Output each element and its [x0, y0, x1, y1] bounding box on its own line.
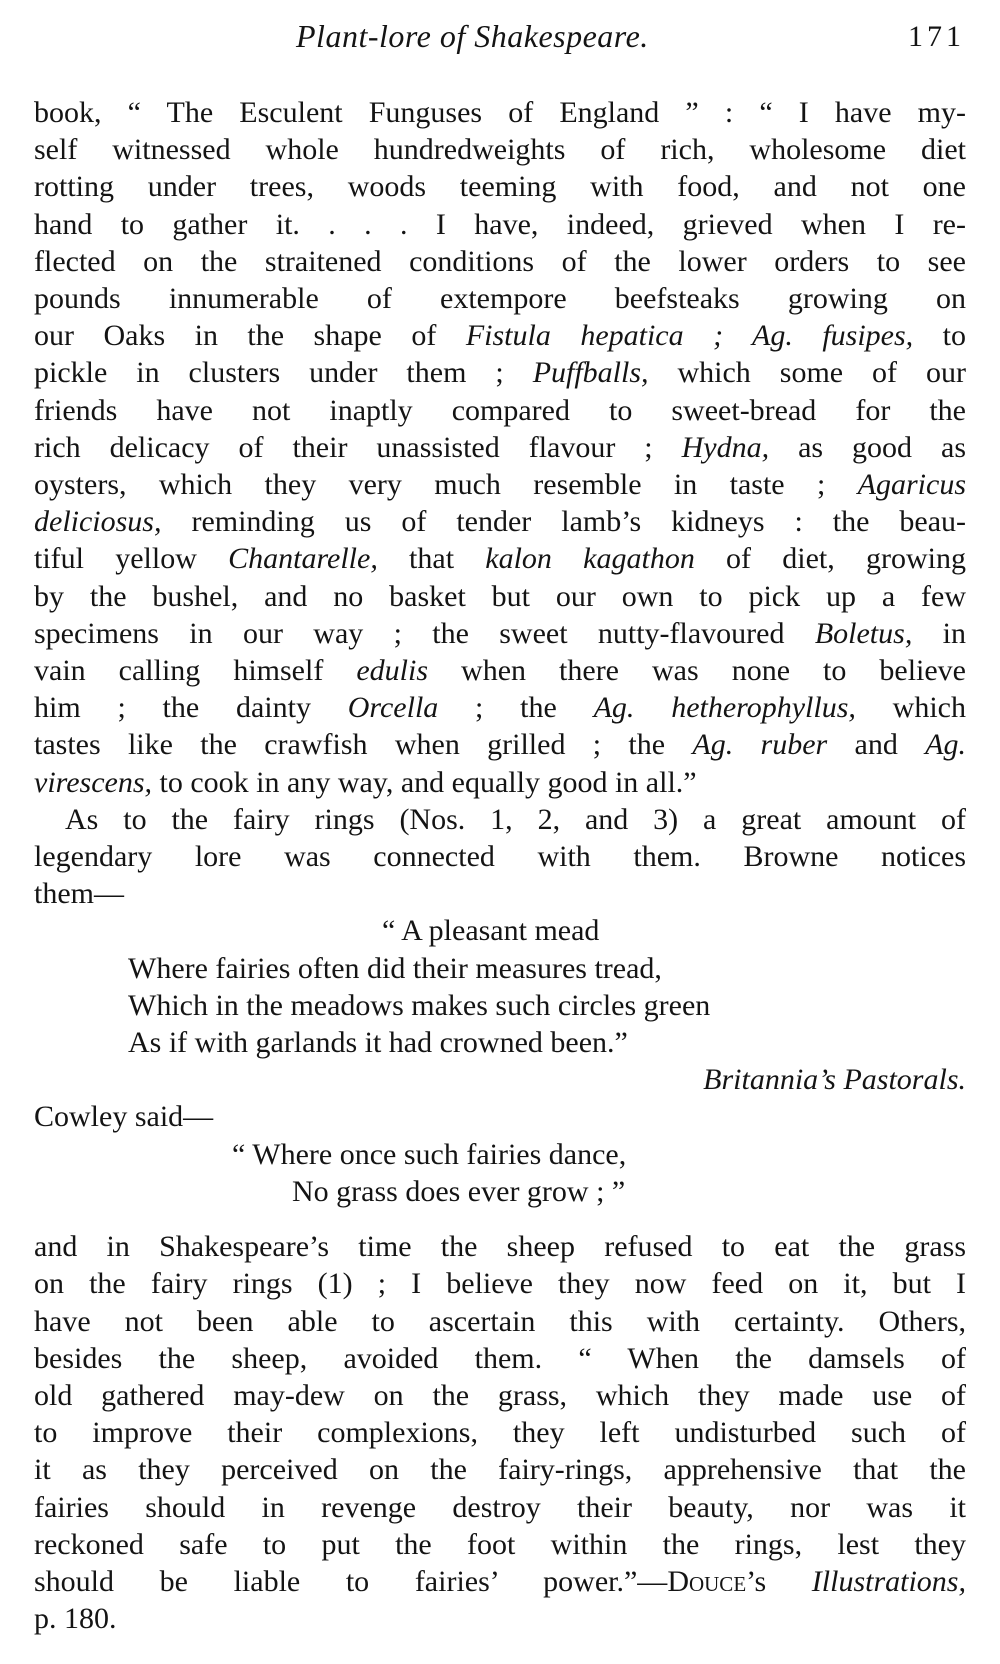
text-run: him ; the dainty — [34, 691, 348, 725]
species-name: Ag. hetherophyllus, — [593, 691, 856, 725]
text-line — [34, 354, 966, 391]
text-run: vain calling himself — [34, 654, 357, 688]
text-line: book, “ The Esculent Funguses of England ” : “ I have my- — [34, 96, 966, 129]
text-run: of diet, growing — [694, 542, 966, 576]
text-line: friends have not inaptly compared to sweet-bread for the — [34, 393, 966, 427]
page-number: 171 — [908, 20, 965, 53]
text-run: to — [913, 319, 966, 353]
species-name: Ag. — [925, 728, 966, 762]
species-name: Agaricus — [857, 468, 966, 502]
species-name: Chantarelle, — [228, 542, 378, 576]
verse-line: No grass does ever grow ; ” — [292, 1174, 626, 1208]
paragraph-sheep — [34, 1228, 966, 1637]
greek-phrase: kalon kagathon — [485, 542, 695, 576]
text-line — [34, 615, 966, 652]
text-line: As to the fairy rings (Nos. 1, 2, and 3) a great amount of — [65, 802, 966, 836]
text-line: to improve their complexions, they left undisturbed such of — [34, 1416, 966, 1450]
species-name: virescens, — [34, 765, 153, 799]
text-run: tiful yellow — [34, 542, 229, 576]
text-run: to cook in any way, and equally good in all.” — [152, 765, 697, 799]
text-run: pickle in clusters under them ; — [34, 356, 533, 390]
species-name: Puffballs, — [532, 356, 649, 390]
verse-quote-browne — [34, 912, 966, 1061]
text-line: self witnessed whole hundredweights of rich, wholesome diet — [34, 133, 966, 167]
text-line — [34, 466, 966, 503]
text-line: flected on the straitened conditions of the lower orders to see — [34, 244, 966, 278]
text-line: legendary lore was connected with them. Browne notices — [34, 840, 966, 874]
text-line — [34, 764, 966, 801]
text-line — [34, 317, 966, 354]
species-name: Orcella — [347, 691, 439, 725]
text-line — [34, 1563, 966, 1600]
paragraph-esculent-funguses — [34, 94, 966, 801]
species-name: Fistula hepatica ; Ag. fusipes, — [465, 319, 914, 353]
text-line — [34, 429, 966, 466]
spacer — [34, 1210, 966, 1228]
text-run: oysters, which they very much resemble in taste ; — [34, 468, 858, 502]
text-run: ’s — [746, 1564, 812, 1598]
verse-line: As if with garlands it had crowned been.” — [128, 1026, 628, 1060]
page-body — [34, 94, 966, 1637]
text-run: specimens in our way ; the sweet nutty-flavoured — [34, 616, 815, 650]
species-name: deliciosus, — [34, 505, 162, 539]
verse-line: Which in the meadows makes such circles green — [128, 988, 711, 1022]
text-run: ; the — [438, 691, 594, 725]
text-line: reckoned safe to put the foot within the rings, lest they — [34, 1527, 966, 1561]
running-title: Plant-lore of Shakespeare. — [296, 18, 649, 54]
species-name: edulis — [356, 654, 429, 688]
author-name: Douce — [667, 1564, 747, 1598]
quote-source: Britannia’s Pastorals. — [703, 1063, 966, 1097]
verse-quote-cowley — [34, 1136, 966, 1210]
text-line: and in Shakespeare’s time the sheep refused to eat the grass — [34, 1230, 966, 1264]
text-run: as good as — [769, 430, 966, 464]
text-run: our Oaks in the shape of — [34, 319, 466, 353]
text-line: on the fairy rings (1) ; I believe they now feed on it, but I — [34, 1267, 966, 1301]
text-run: and — [827, 728, 926, 762]
text-line: besides the sheep, avoided them. “ When the damsels of — [34, 1341, 966, 1375]
species-name: Ag. ruber — [692, 728, 828, 762]
verse-line: “ Where once such fairies dance, — [232, 1137, 627, 1171]
page-header — [0, 18, 1000, 68]
text-line — [34, 689, 966, 726]
text-line: it as they perceived on the fairy-rings, apprehensive that the — [34, 1453, 966, 1487]
cowley-intro: Cowley said— — [34, 1100, 214, 1134]
verse-line: Where fairies often did their measures tread, — [128, 951, 662, 985]
text-line: by the bushel, and no basket but our own to pick up a few — [34, 579, 966, 613]
text-line — [34, 726, 966, 763]
text-run: that — [377, 542, 486, 576]
verse-line: “ A pleasant mead — [382, 914, 600, 948]
text-line: fairies should in revenge destroy their beauty, nor was it — [34, 1490, 966, 1524]
text-line: hand to gather it. . . . I have, indeed, grieved when I re- — [34, 207, 966, 241]
text-run: should be liable to fairies’ power.”— — [34, 1564, 668, 1598]
text-line: p. 180. — [34, 1602, 117, 1636]
text-line: have not been able to ascertain this with certainty. Others, — [34, 1304, 966, 1338]
text-line: pounds innumerable of extempore beefsteaks growing on — [34, 282, 966, 316]
text-run: which — [855, 691, 966, 725]
text-line: old gathered may-dew on the grass, which they made use of — [34, 1378, 966, 1412]
text-run: which some of our — [648, 356, 967, 390]
text-run: when there was none to believe — [428, 654, 966, 688]
text-line — [34, 503, 966, 540]
species-name: Boletus, — [814, 616, 913, 650]
paragraph-fairy-rings — [34, 801, 966, 913]
text-run: tastes like the crawfish when grilled ; the — [34, 728, 693, 762]
text-run: rich delicacy of their unassisted flavour ; — [34, 430, 682, 464]
text-run: in — [912, 616, 966, 650]
text-line — [34, 652, 966, 689]
species-name: Hydna, — [681, 430, 770, 464]
text-line: rotting under trees, woods teeming with food, and not one — [34, 170, 966, 204]
text-line: them— — [34, 877, 124, 911]
book-title: Illustrations, — [811, 1564, 966, 1598]
text-line — [34, 540, 966, 577]
text-run: reminding us of tender lamb’s kidneys : the beau- — [161, 505, 966, 539]
